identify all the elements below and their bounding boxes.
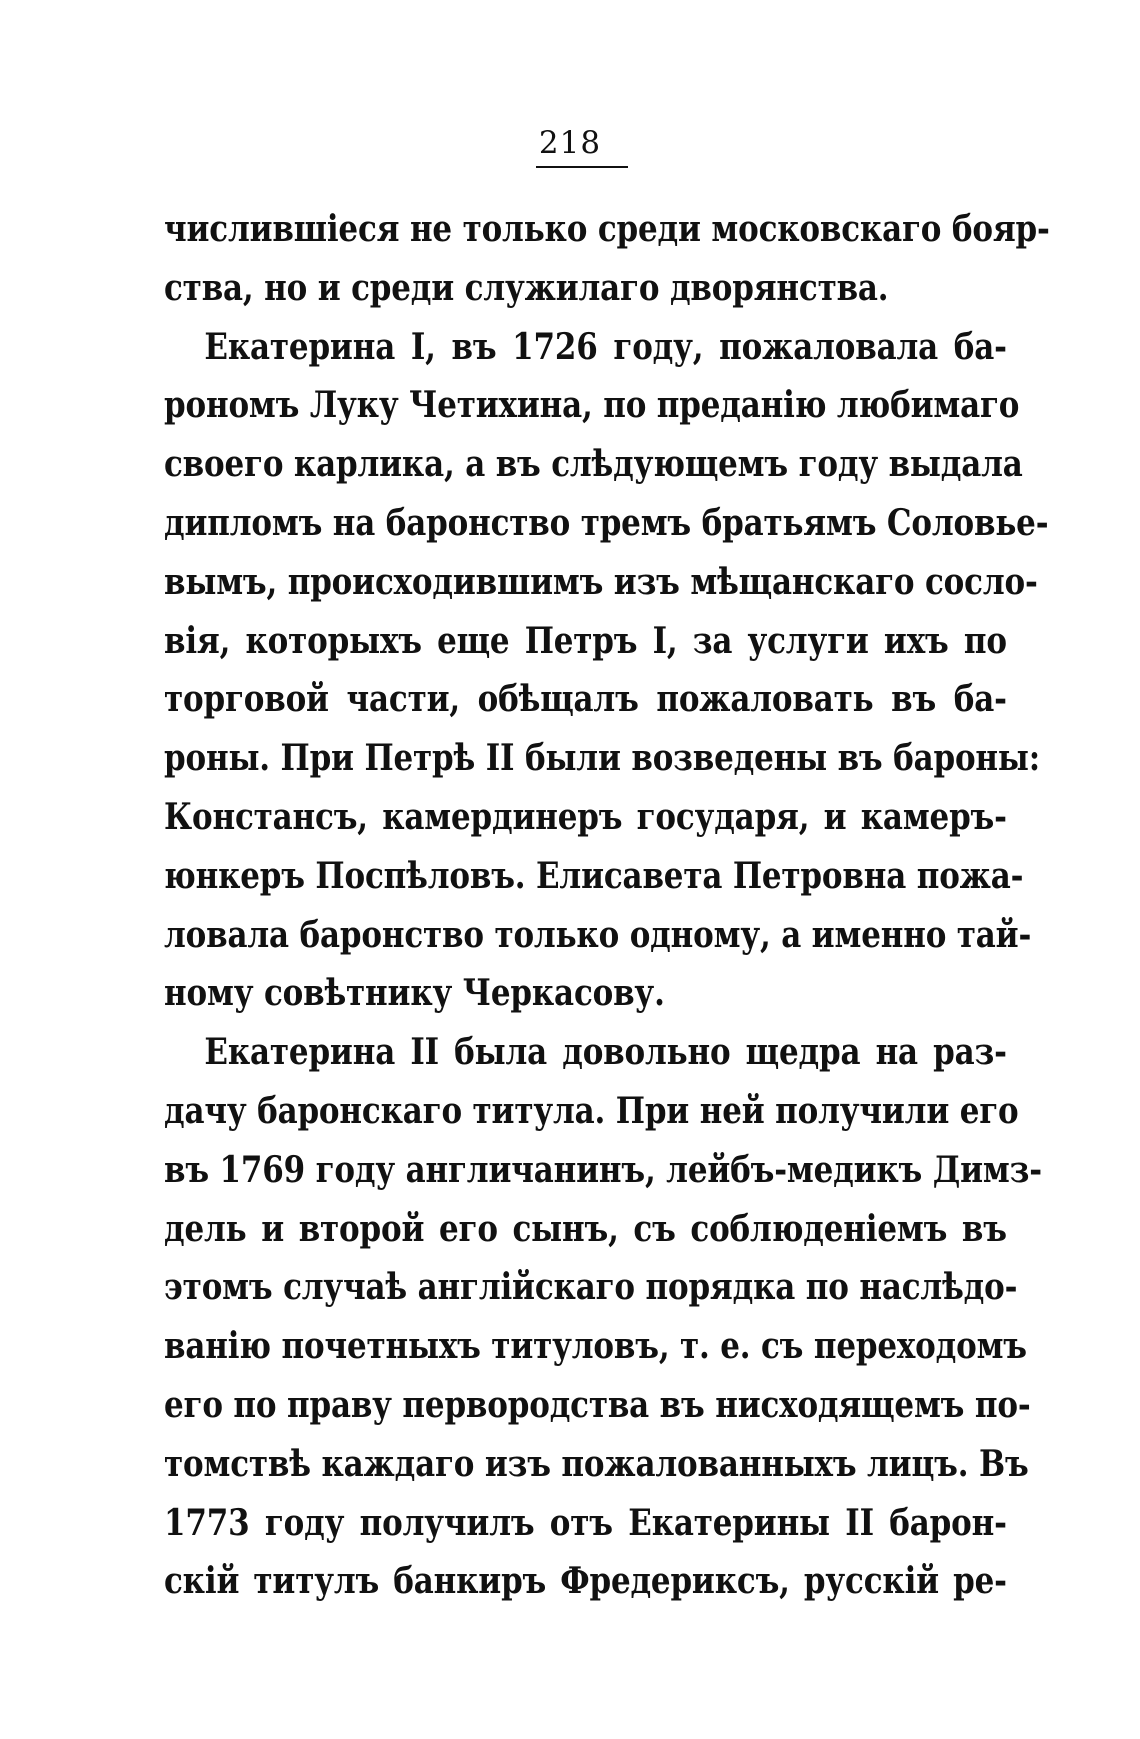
text-line: ванію почетныхъ титуловъ, т. е. съ переходомъ — [164, 1325, 1027, 1368]
page-number-rule — [536, 166, 628, 168]
text-line: торговой части, обѣщалъ пожаловать въ ба- — [164, 678, 1007, 721]
text-line: дачу баронскаго титула. При ней получили его — [164, 1089, 1019, 1132]
text-line: вія, которыхъ еще Петръ I, за услуги ихъ по — [164, 619, 1007, 662]
text-line: юнкеръ Поспѣловъ. Елисавета Петровна пожа- — [164, 854, 1024, 897]
body-text — [164, 200, 1050, 1611]
text-line: 1773 году получилъ отъ Екатерины II барон- — [164, 1501, 1007, 1544]
text-line: этомъ случаѣ англійскаго порядка по наслѣдо- — [164, 1266, 1018, 1309]
text-line: Констансъ, камердинеръ государя, и камеръ- — [164, 795, 1007, 838]
text-line: роны. При Петрѣ II были возведены въ бароны: — [164, 737, 1041, 780]
page-number: 218 — [538, 125, 602, 161]
text-line: своего карлика, а въ слѣдующемъ году выдала — [164, 443, 1023, 486]
text-line: томствѣ каждаго изъ пожалованныхъ лицъ. Въ — [164, 1442, 1029, 1485]
text-line: его по праву первородства въ нисходящемъ по- — [164, 1383, 1031, 1426]
text-line: въ 1769 году англичанинъ, лейбъ-медикъ Димз- — [164, 1148, 1042, 1191]
text-line: ловала баронство только одному, а именно тай- — [164, 913, 1032, 956]
text-line: ства, но и среди служилаго дворянства. — [164, 266, 889, 309]
text-line: рономъ Луку Четихина, по преданію любимаго — [164, 384, 1020, 427]
text-line: дипломъ на баронство тремъ братьямъ Соловье- — [164, 501, 1049, 544]
text-line: ному совѣтнику Черкасову. — [164, 972, 665, 1015]
text-line: Екатерина I, въ 1726 году, пожаловала ба- — [204, 325, 1007, 368]
text-line: дель и второй его сынъ, съ соблюденіемъ въ — [164, 1207, 1007, 1250]
text-line: числившіеся не только среди московскаго бояр- — [164, 208, 1050, 250]
text-line: Екатерина II была довольно щедра на раз- — [204, 1031, 1007, 1074]
text-line: вымъ, происходившимъ изъ мѣщанскаго сосло- — [164, 560, 1038, 603]
text-line: скій титулъ банкиръ Фредериксъ, русскій ре- — [164, 1560, 1007, 1603]
